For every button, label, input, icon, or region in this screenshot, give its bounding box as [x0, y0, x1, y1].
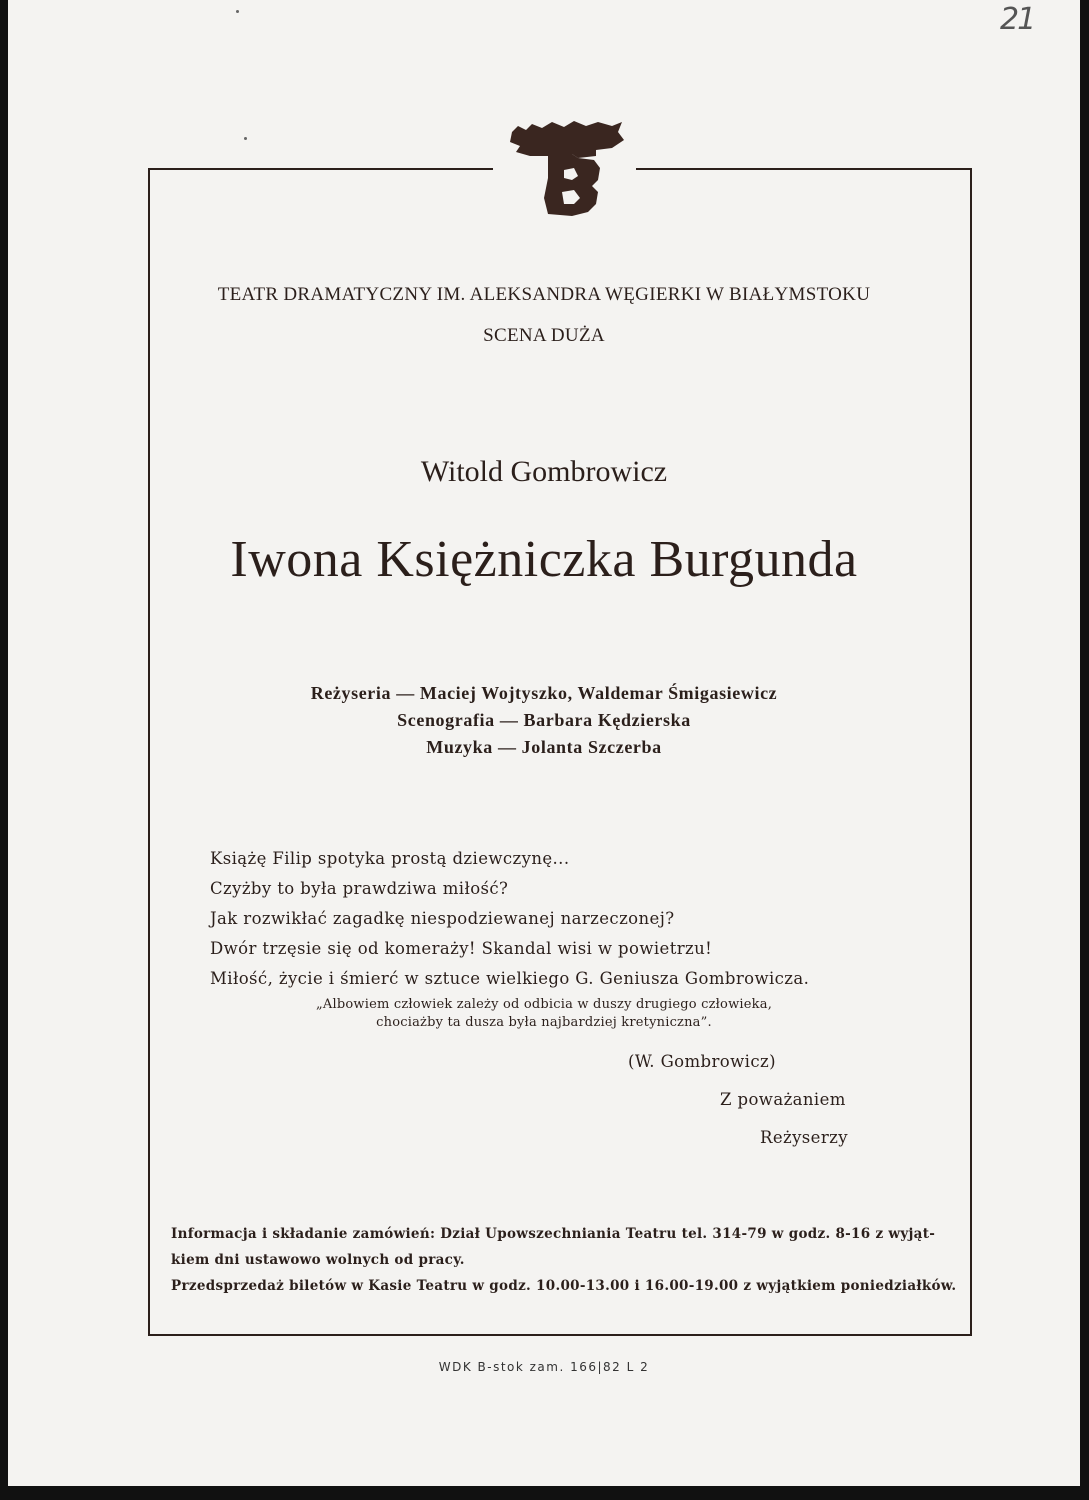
quote-attribution: (W. Gombrowicz) [628, 1052, 776, 1071]
page-number: 21 [1000, 2, 1035, 37]
info-line: kiem dni ustawowo wolnych od pracy. [171, 1252, 465, 1268]
speck [236, 10, 239, 13]
credit-scenography: Scenografia — Barbara Kędzierska [397, 710, 691, 730]
play-title: Iwona Księżniczka Burgunda [230, 531, 858, 588]
blurb-line: Dwór trzęsie się od komeraży! Skandal wisi w powietrzu! [210, 939, 713, 958]
info-line: Przedsprzedaż biletów w Kasie Teatru w godz. 10.00-13.00 i 16.00-19.00 z wyjątkiem poniedziałków. [171, 1278, 957, 1294]
blurb-line: Czyżby to była prawdziwa miłość? [210, 879, 509, 898]
speck [244, 137, 247, 140]
closing-greeting: Z poważaniem [720, 1090, 846, 1109]
print-code: WDK B-stok zam. 166|82 L 2 [438, 1360, 650, 1374]
quote-line: chociażby ta dusza była najbardziej kretyniczna”. [376, 1015, 712, 1030]
theatre-name: TEATR DRAMATYCZNY IM. ALEKSANDRA WĘGIERKI W BIAŁYMSTOKU [217, 284, 871, 305]
credits-list [8, 680, 1080, 761]
blurb-line: Jak rozwikłać zagadkę niespodziewanej narzeczonej? [210, 909, 675, 928]
gombrowicz-quote [8, 996, 1080, 1032]
ticket-info [171, 1221, 961, 1299]
credit-direction: Reżyseria — Maciej Wojtyszko, Waldemar Śmigasiewicz [310, 683, 778, 703]
blurb-line: Miłość, życie i śmierć w sztuce wielkiego G. Geniusza Gombrowicza. [210, 969, 810, 988]
signature: Reżyserzy [760, 1128, 848, 1147]
credit-music: Muzyka — Jolanta Szczerba [426, 737, 662, 757]
info-line: Informacja i składanie zamówień: Dział Upowszechniania Teatru tel. 314-79 w godz. 8-16 z wyjąt- [171, 1226, 936, 1242]
poster-sheet [8, 0, 1080, 1486]
blurb-line: Książę Filip spotyka prostą dziewczynę... [210, 849, 570, 868]
stage-name: SCENA DUŻA [483, 325, 605, 346]
play-blurb [210, 844, 890, 994]
play-author: Witold Gombrowicz [420, 455, 668, 488]
theatre-logo-icon [508, 118, 626, 218]
quote-line: „Albowiem człowiek zależy od odbicia w duszy drugiego człowieka, [315, 997, 773, 1012]
